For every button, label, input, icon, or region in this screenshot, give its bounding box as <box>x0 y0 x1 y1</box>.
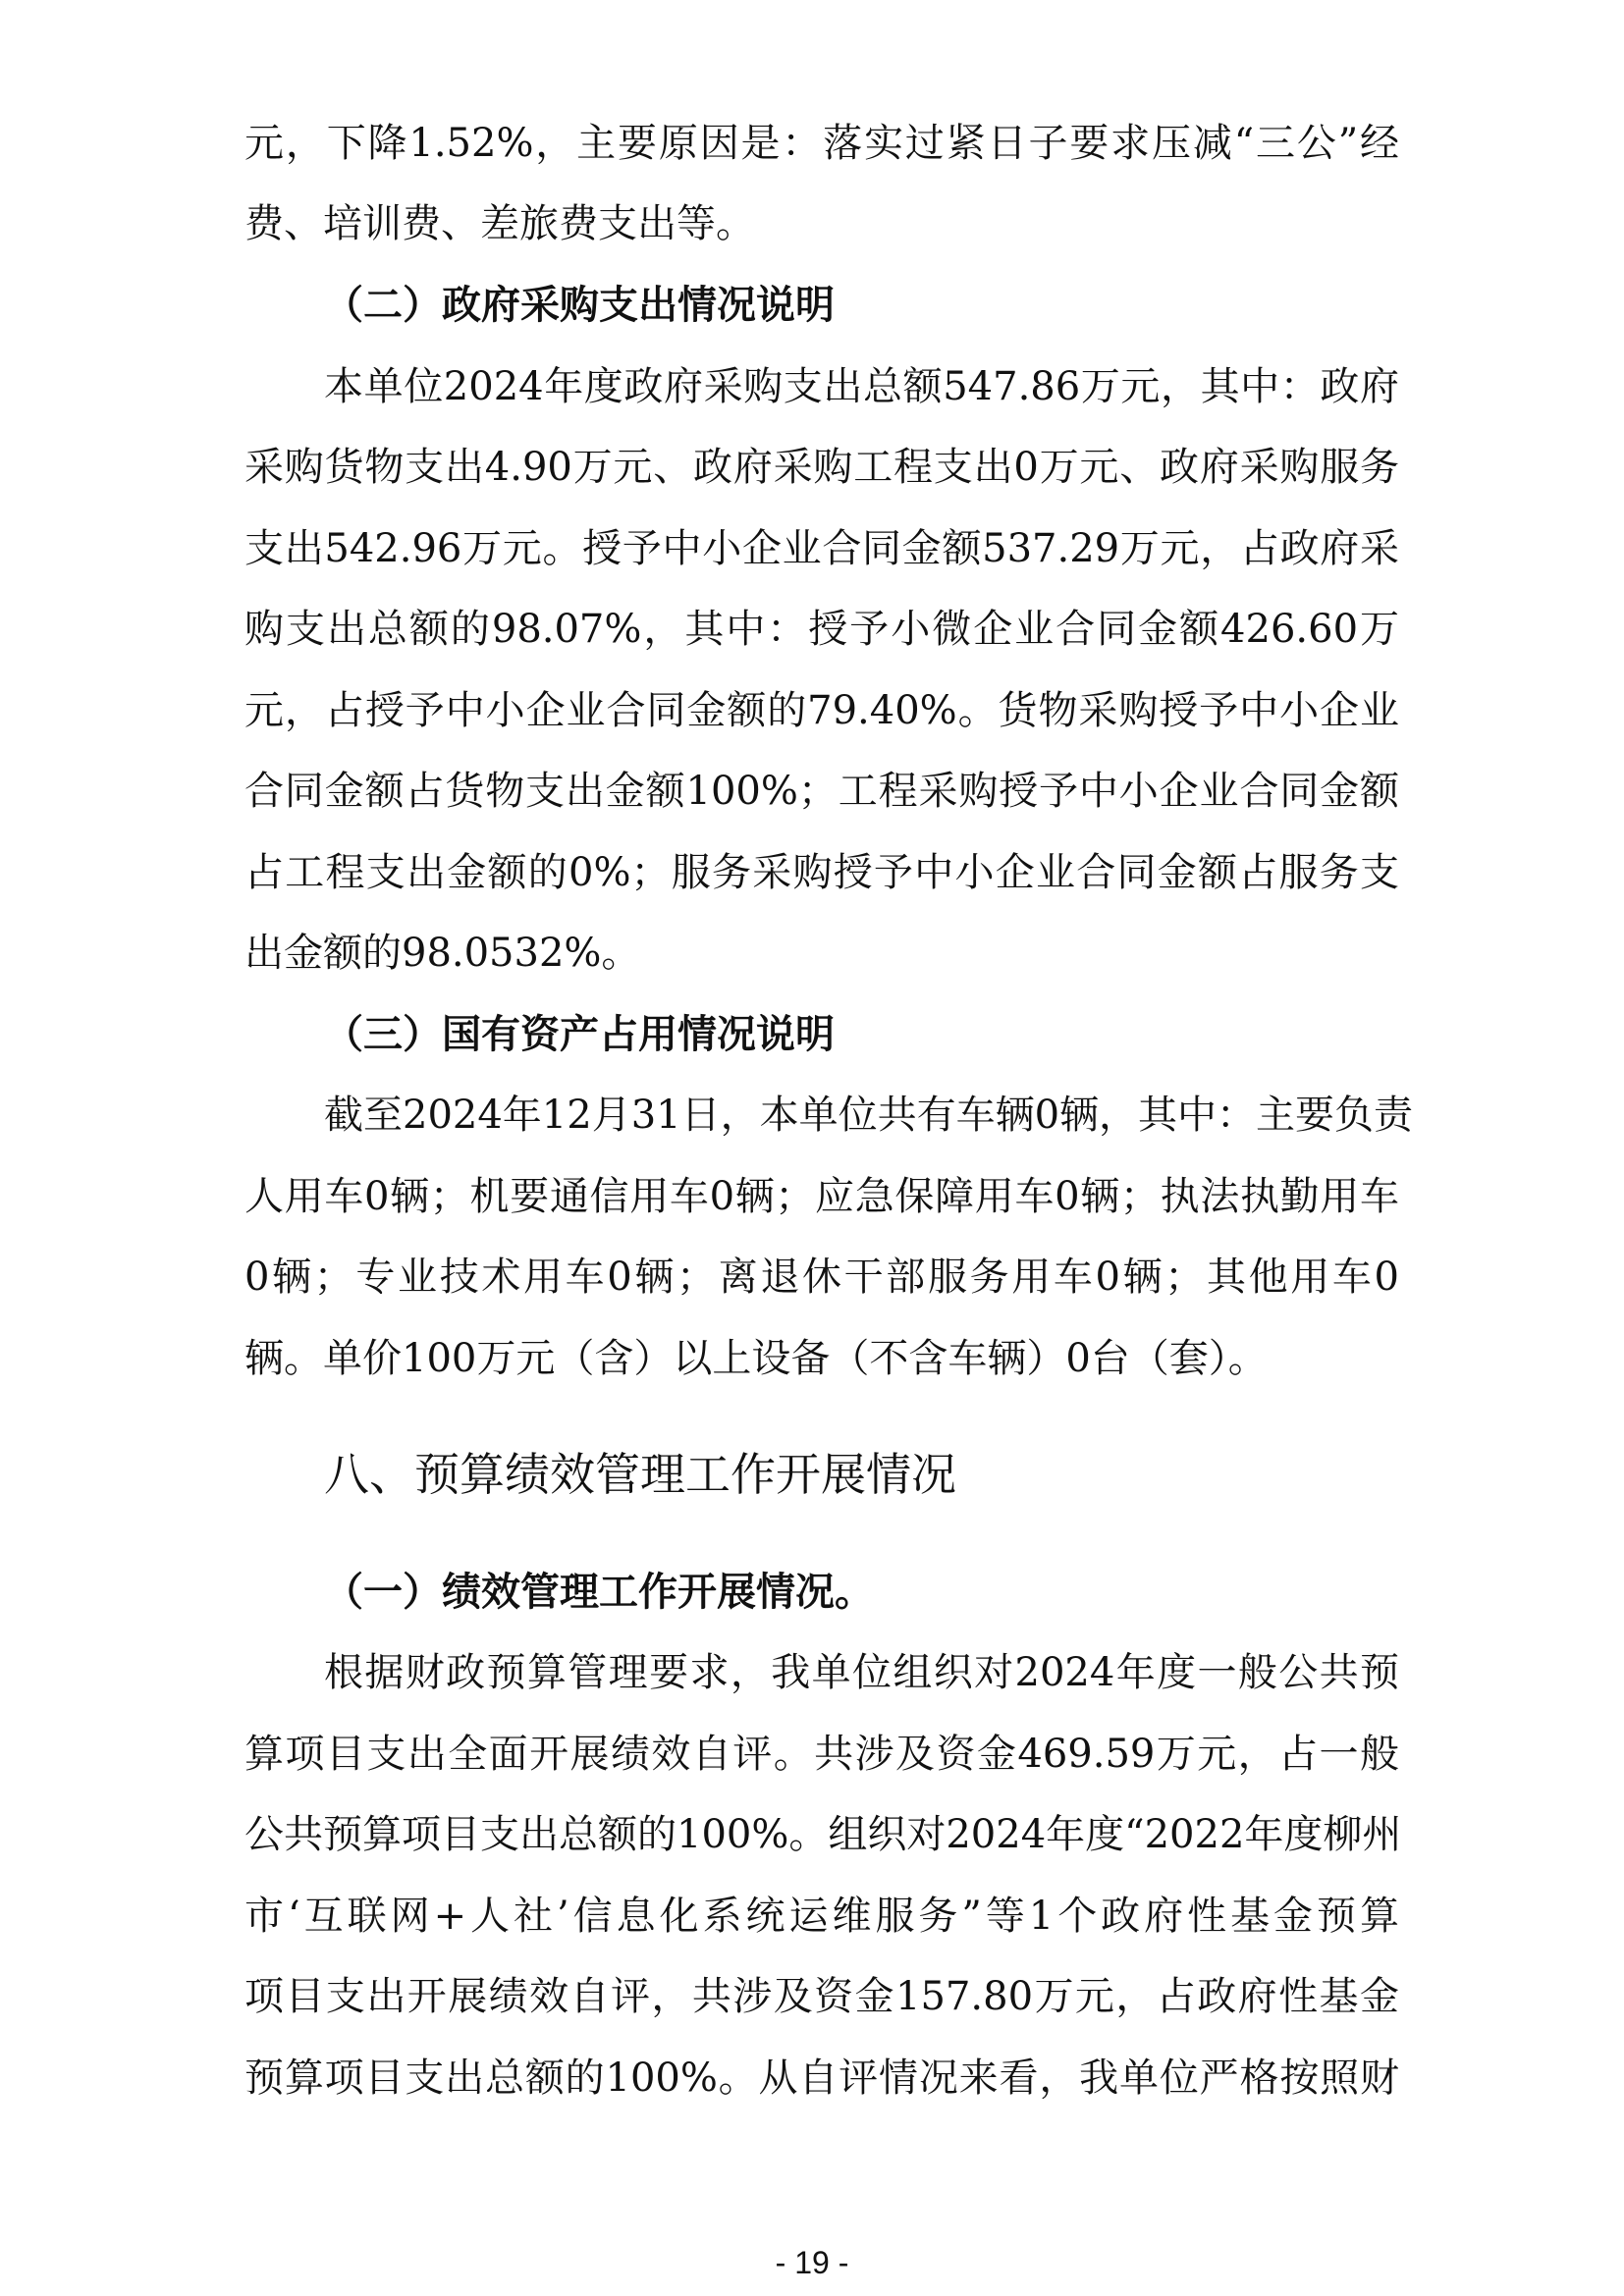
section-subheading: （三）国有资产占用情况说明 <box>324 1011 835 1057</box>
body-line: 元，占授予中小企业合同金额的79.40%。货物采购授予中小企业 <box>244 688 1399 733</box>
body-line: 项目支出开展绩效自评，共涉及资金157.80万元，占政府性基金 <box>244 1974 1399 2019</box>
body-line: 算项目支出全面开展绩效自评。共涉及资金469.59万元，占一般 <box>244 1732 1399 1777</box>
body-line: 占工程支出金额的0%；服务采购授予中小企业合同金额占服务支 <box>244 850 1399 895</box>
paragraph-first-line: 根据财政预算管理要求，我单位组织对2024年度一般公共预 <box>324 1650 1399 1695</box>
body-line: 0辆；专业技术用车0辆；离退休干部服务用车0辆；其他用车0 <box>244 1255 1399 1300</box>
paragraph-first-line: 本单位2024年度政府采购支出总额547.86万元，其中：政府 <box>324 364 1399 409</box>
body-line: 市‘互联网+人社’信息化系统运维服务”等1个政府性基金预算 <box>244 1894 1399 1939</box>
body-line: 采购货物支出4.90万元、政府采购工程支出0万元、政府采购服务 <box>244 445 1399 490</box>
body-line: 元，下降1.52%，主要原因是：落实过紧日子要求压减“三公”经 <box>244 121 1399 166</box>
body-line: 支出542.96万元。授予中小企业合同金额537.29万元，占政府采 <box>244 526 1399 571</box>
body-line: 辆。单价100万元（含）以上设备（不含车辆）0台（套）。 <box>244 1336 1268 1381</box>
body-line: 购支出总额的98.07%，其中：授予小微企业合同金额426.60万 <box>244 607 1399 652</box>
body-line: 合同金额占货物支出金额100%；工程采购授予中小企业合同金额 <box>244 769 1399 814</box>
section-subheading: （二）政府采购支出情况说明 <box>324 282 835 328</box>
body-line: 出金额的98.0532%。 <box>244 931 641 976</box>
paragraph-first-line: 截至2024年12月31日，本单位共有车辆0辆，其中：主要负责 <box>324 1093 1414 1138</box>
body-line: 公共预算项目支出总额的100%。组织对2024年度“2022年度柳州 <box>244 1812 1402 1857</box>
body-line: 人用车0辆；机要通信用车0辆；应急保障用车0辆；执法执勤用车 <box>244 1174 1399 1219</box>
body-line: 费、培训费、差旅费支出等。 <box>244 201 755 246</box>
page-number: - 19 - <box>775 2245 849 2280</box>
section-subheading: （一）绩效管理工作开展情况。 <box>324 1569 874 1615</box>
body-line: 预算项目支出总额的100%。从自评情况来看，我单位严格按照财 <box>244 2056 1399 2101</box>
section-heading: 八、预算绩效管理工作开展情况 <box>324 1448 956 1501</box>
